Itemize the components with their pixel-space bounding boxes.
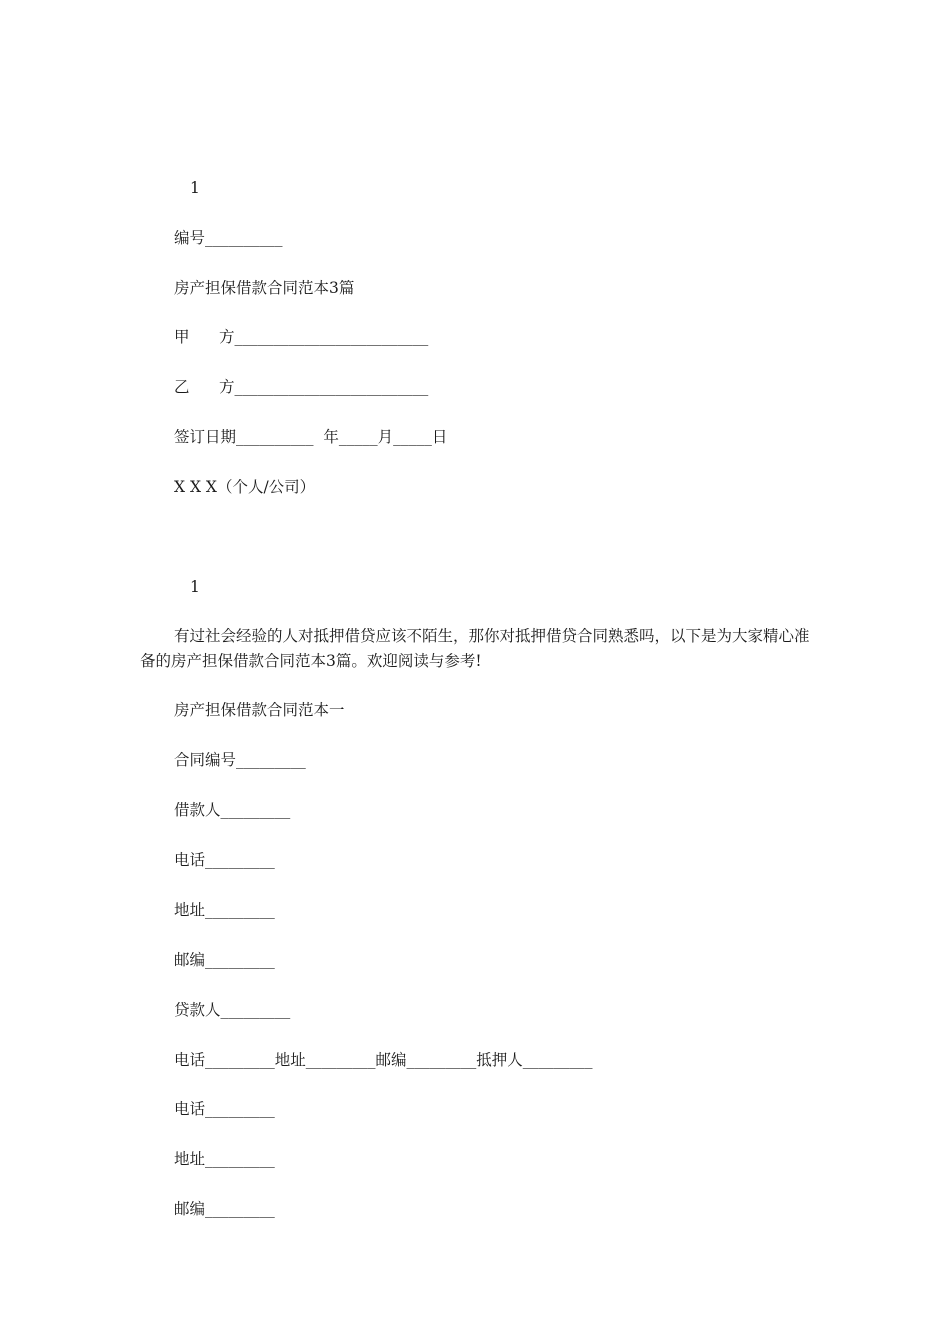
document-title: 房产担保借款合同范本3篇 xyxy=(174,279,355,297)
lender-line: 贷款人_________ xyxy=(174,1001,291,1019)
mortgagor-address-line: 地址_________ xyxy=(174,1150,275,1168)
borrower-phone-line: 电话_________ xyxy=(174,851,275,869)
page-number-2: 1 xyxy=(190,578,200,596)
party-b-line: 乙 方_________________________ xyxy=(174,378,429,396)
section-title: 房产担保借款合同范本一 xyxy=(174,701,345,719)
sign-date-line: 签订日期__________ 年_____月_____日 xyxy=(174,428,448,446)
intro-paragraph: 有过社会经验的人对抵押借贷应该不陌生，那你对抵押借贷合同熟悉吗，以下是为大家精心准备的房产担保借款合同范本3篇。欢迎阅读与参考! xyxy=(140,627,810,670)
mortgagor-postcode-line: 邮编_________ xyxy=(174,1200,275,1218)
signatory-line: X X X（个人/公司） xyxy=(174,478,316,496)
serial-number-line: 编号__________ xyxy=(174,229,283,247)
borrower-address-line: 地址_________ xyxy=(174,901,275,919)
borrower-postcode-line: 邮编_________ xyxy=(174,951,275,969)
mortgagor-phone-line: 电话_________ xyxy=(174,1100,275,1118)
contract-number-line: 合同编号_________ xyxy=(174,751,306,769)
page-number-1: 1 xyxy=(190,179,200,197)
party-a-line: 甲 方_________________________ xyxy=(174,328,429,346)
lender-contact-mortgagor-line: 电话_________地址_________邮编_________抵押人_________ xyxy=(174,1051,593,1069)
borrower-line: 借款人_________ xyxy=(174,801,291,819)
